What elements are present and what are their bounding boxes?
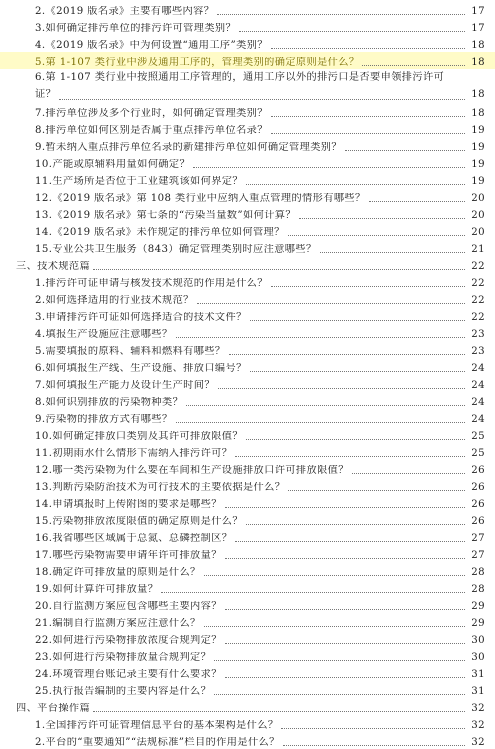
dot-leader (362, 64, 465, 66)
toc-entry[interactable] (0, 630, 495, 647)
dot-leader (250, 370, 465, 372)
toc-entry-page: 17 (471, 23, 485, 34)
toc-entry[interactable] (0, 120, 495, 137)
toc-section-heading[interactable] (0, 256, 495, 273)
toc-entry-page: 28 (471, 584, 485, 595)
toc-entry-title: 14.申请填报时上传附图的要求是哪些？ (35, 499, 222, 510)
toc-entry-title: 1.排污许可证申请与核发技术规范的作用是什么？ (35, 278, 268, 289)
toc-entry-title: 8.如何识别排放的污染物种类？ (35, 397, 184, 408)
dot-leader (225, 557, 465, 559)
toc-entry-page: 24 (471, 414, 485, 425)
toc-entry[interactable] (0, 528, 495, 545)
toc-entry-title: 2.《2019 版名录》主要有哪些内容？ (35, 6, 215, 17)
dot-leader (229, 353, 465, 355)
toc-entry-page: 27 (471, 533, 485, 544)
toc-entry-page: 28 (471, 567, 485, 578)
dot-leader (193, 166, 465, 168)
toc-entry-title: 12.《2019 版名录》第 108 类行业中应纳入重点管理的情形有哪些？ (35, 193, 366, 204)
dot-leader (176, 336, 465, 338)
toc-entry-page: 23 (471, 329, 485, 340)
toc-entry-page: 26 (471, 516, 485, 527)
dot-leader (225, 608, 465, 610)
dot-leader (235, 455, 465, 457)
dot-leader (352, 472, 465, 474)
toc-entry[interactable] (0, 596, 495, 613)
toc-entry-multiline[interactable] (0, 69, 495, 103)
toc-entry[interactable] (0, 477, 495, 494)
dot-leader (225, 506, 465, 508)
dot-leader (299, 217, 465, 219)
toc-entry[interactable] (0, 613, 495, 630)
dot-leader (204, 625, 465, 627)
toc-entry-page: 32 (471, 720, 485, 731)
toc-entry-page: 20 (471, 210, 485, 221)
toc-entry-title: 19.如何计算许可排放量？ (35, 584, 159, 595)
toc-entry-title-line2: 证？ (35, 89, 57, 100)
toc-entry-title: 10.如何确定排放口类别及其许可排放限值？ (35, 431, 243, 442)
toc-section-title: 三、技术规范篇 (16, 261, 91, 272)
toc-entry-title: 2.平台的“重要通知”“法规标准”栏目的作用是什么？ (35, 737, 280, 748)
toc-entry-page: 26 (471, 465, 485, 476)
dot-leader (197, 302, 465, 304)
toc-entry[interactable] (0, 273, 495, 290)
toc-entry-title: 25.执行报告编制的主要内容是什么？ (35, 686, 212, 697)
toc-entry[interactable] (0, 732, 495, 749)
toc-entry-title: 3.申请排污许可证如何选择适合的技术文件？ (35, 312, 247, 323)
toc-entry[interactable] (0, 239, 495, 256)
toc-entry[interactable] (0, 579, 495, 596)
toc-entry-title: 14.《2019 版名录》未作规定的排污单位如何管理？ (35, 227, 285, 238)
dot-leader (217, 13, 465, 15)
toc-entry[interactable] (0, 681, 495, 698)
toc-entry[interactable] (0, 715, 495, 732)
toc-entry-page: 20 (471, 227, 485, 238)
toc-entry[interactable] (0, 324, 495, 341)
toc-section-title: 四、平台操作篇 (16, 703, 91, 714)
toc-entry-page: 32 (471, 737, 485, 748)
toc-entry-title: 17.哪些污染物需要申请年许可排放量？ (35, 550, 222, 561)
toc-entry[interactable] (0, 103, 495, 120)
dot-leader (186, 404, 465, 406)
dot-leader (246, 523, 465, 525)
toc-entry-page: 18 (471, 89, 485, 100)
toc-entry-page: 31 (471, 686, 485, 697)
toc-entry-title: 22.如何进行污染物排放浓度合规判定？ (35, 635, 222, 646)
toc-entry-title: 11.生产场所是否位于工业建筑该如何界定？ (35, 176, 243, 187)
toc-entry-title: 6.如何填报生产线、生产设施、排放口编号？ (35, 363, 247, 374)
toc-entry-title: 9.污染物的排放方式有哪些？ (35, 414, 173, 425)
dot-leader (283, 744, 465, 746)
toc-entry[interactable] (0, 426, 495, 443)
toc-entry-page: 26 (471, 482, 485, 493)
toc-entry-title: 8.排污单位如何区别是否属于重点排污单位名录？ (35, 125, 268, 136)
toc-entry[interactable] (0, 460, 495, 477)
toc-entry-title: 7.排污单位涉及多个行业时，如何确定管理类别？ (35, 108, 268, 119)
toc-entry-title: 20.自行监测方案应包含哪些主要内容？ (35, 601, 222, 612)
toc-entry-title: 18.确定许可排放量的原则是什么？ (35, 567, 201, 578)
toc-entry[interactable] (0, 562, 495, 579)
toc-entry[interactable] (0, 341, 495, 358)
dot-leader (320, 251, 465, 253)
toc-entry-title: 15.专业公共卫生服务（843）确定管理类别时应注意哪些？ (35, 244, 317, 255)
toc-entry-page: 29 (471, 601, 485, 612)
toc-entry-page: 27 (471, 550, 485, 561)
toc-entry-title: 4.填报生产设施应注意哪些？ (35, 329, 173, 340)
dot-leader (271, 47, 465, 49)
toc-entry-page: 19 (471, 176, 485, 187)
toc-entry-page: 24 (471, 363, 485, 374)
toc-entry-page: 23 (471, 346, 485, 357)
dot-leader (93, 710, 465, 712)
toc-entry[interactable] (0, 494, 495, 511)
toc-entry[interactable] (0, 154, 495, 171)
toc-entry[interactable] (0, 375, 495, 392)
toc-entry-title: 11.初期雨水什么情形下需纳入排污许可？ (35, 448, 233, 459)
toc-entry-highlighted[interactable] (0, 52, 495, 69)
dot-leader (161, 591, 465, 593)
toc-entry-page: 17 (471, 6, 485, 17)
toc-entry-title: 15.污染物排放浓度限值的确定原则是什么？ (35, 516, 243, 527)
toc-entry-page: 19 (471, 125, 485, 136)
toc-entry[interactable] (0, 647, 495, 664)
toc-entry[interactable] (0, 409, 495, 426)
toc-entry-title: 4.《2019 版名录》中为何设置“通用工序”类别？ (35, 40, 268, 51)
toc-entry-page: 26 (471, 499, 485, 510)
toc-entry-title: 12.哪一类污染物为什么要在车间和生产设施排放口许可排放限值？ (35, 465, 349, 476)
dot-leader (246, 183, 465, 185)
toc-entry-page: 22 (471, 295, 485, 306)
toc-entry-title: 2.如何选择适用的行业技术规范？ (35, 295, 194, 306)
dot-leader (235, 540, 465, 542)
toc-section-page: 22 (471, 261, 485, 272)
toc-entry[interactable] (0, 545, 495, 562)
toc-entry-page: 24 (471, 397, 485, 408)
dot-leader (345, 149, 465, 151)
toc-entry[interactable] (0, 392, 495, 409)
toc-entry-title: 9.暂未纳入重点排污单位名录的新建排污单位如何确定管理类别？ (35, 142, 342, 153)
dot-leader (288, 489, 465, 491)
dot-leader (176, 421, 465, 423)
toc-entry[interactable] (0, 290, 495, 307)
toc-entry-page: 25 (471, 431, 485, 442)
dot-leader (225, 676, 465, 678)
toc-entry[interactable] (0, 205, 495, 222)
toc-entry[interactable] (0, 358, 495, 375)
toc-entry-page: 18 (471, 40, 485, 51)
toc-entry[interactable] (0, 664, 495, 681)
toc-entry-page: 25 (471, 448, 485, 459)
toc-entry[interactable] (0, 35, 495, 52)
dot-leader (225, 642, 465, 644)
dot-leader (204, 574, 465, 576)
toc-entry-title: 10.产能或原辅料用量如何确定？ (35, 159, 191, 170)
toc-section-page: 32 (471, 703, 485, 714)
dot-leader (250, 319, 465, 321)
toc-entry[interactable] (0, 307, 495, 324)
toc-entry-title: 3.如何确定排污单位的排污许可管理类别？ (35, 23, 237, 34)
dot-leader (271, 285, 465, 287)
toc-entry-page: 18 (471, 57, 485, 68)
toc-entry[interactable] (0, 171, 495, 188)
dot-leader (214, 659, 465, 661)
toc-entry-page: 31 (471, 669, 485, 680)
toc-entry-page: 29 (471, 618, 485, 629)
toc-entry-page: 22 (471, 278, 485, 289)
toc-entry-page: 24 (471, 380, 485, 391)
toc-entry-title: 24.环境管理台账记录主要有什么要求？ (35, 669, 222, 680)
dot-leader (271, 115, 465, 117)
toc-entry-title: 7.如何填报生产能力及设计生产时间？ (35, 380, 215, 391)
toc-section-heading[interactable] (0, 698, 495, 715)
toc-entry-title: 13.判断污染防治技术为可行技术的主要依据是什么？ (35, 482, 286, 493)
dot-leader (59, 98, 465, 100)
toc-entry[interactable] (0, 137, 495, 154)
toc-entry[interactable] (0, 511, 495, 528)
toc-entry-title: 13.《2019 版名录》第七条的“污染当量数”如何计算？ (35, 210, 296, 221)
toc-entry[interactable] (0, 443, 495, 460)
toc-entry[interactable] (0, 1, 495, 18)
toc-entry-page: 22 (471, 312, 485, 323)
toc-entry-page: 19 (471, 159, 485, 170)
dot-leader (93, 268, 465, 270)
dot-leader (218, 387, 465, 389)
toc-entry[interactable] (0, 18, 495, 35)
toc-entry-page: 20 (471, 193, 485, 204)
dot-leader (288, 234, 465, 236)
dot-leader (239, 30, 465, 32)
toc-entry-page: 18 (471, 108, 485, 119)
dot-leader (246, 438, 465, 440)
toc-entry-title-line1: 6.第 1-107 类行业中按照通用工序管理的，通用工序以外的排污口是否要申领排污许可 (35, 72, 445, 83)
toc-entry[interactable] (0, 188, 495, 205)
dot-leader (271, 132, 465, 134)
toc-entry-title: 1.全国排污许可证管理信息平台的基本架构是什么？ (35, 720, 279, 731)
toc-entry-title: 16.我省哪些区域属于总氮、总磷控制区？ (35, 533, 233, 544)
toc-entry-title: 5.需要填报的原料、辅料和燃料有哪些？ (35, 346, 226, 357)
toc-entry-title: 5.第 1-107 类行业中涉及通用工序的，管理类别的确定原则是什么？ (35, 57, 360, 68)
toc-entry-page: 21 (471, 244, 485, 255)
toc-entry-page: 30 (471, 635, 485, 646)
toc-entry-page: 30 (471, 652, 485, 663)
dot-leader (214, 693, 465, 695)
toc-entry-page: 19 (471, 142, 485, 153)
toc-entry[interactable] (0, 222, 495, 239)
dot-leader (369, 200, 465, 202)
toc-entry-title: 21.编制自行监测方案应注意什么？ (35, 618, 201, 629)
toc-entry-title: 23.如何进行污染物排放量合规判定？ (35, 652, 212, 663)
dot-leader (281, 727, 465, 729)
